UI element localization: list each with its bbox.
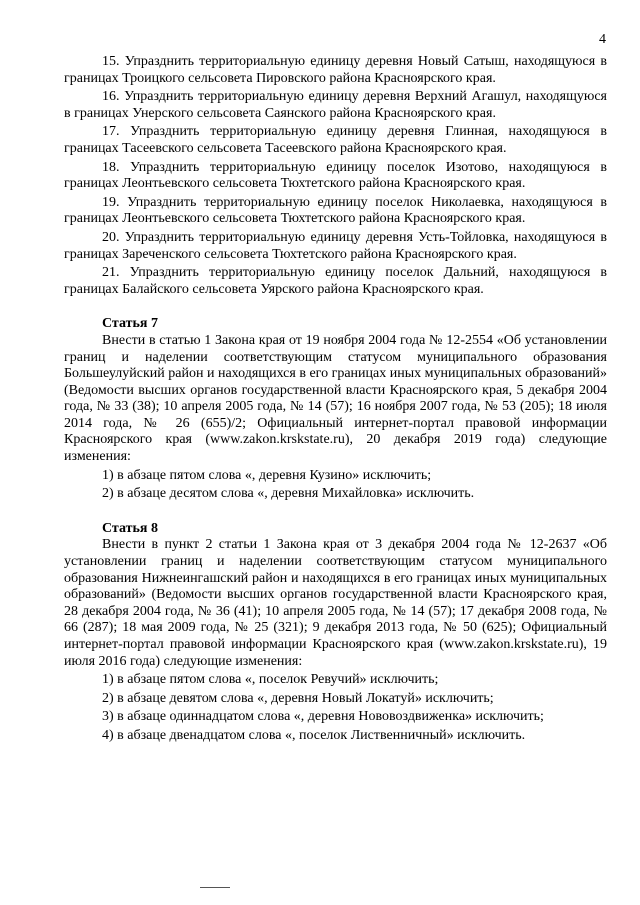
item-18: 18. Упразднить территориальную единицу поселок Изотово, находящуюся в границах Леонтьевского сельсовета Тюхтетского района Красноярского края.	[64, 159, 607, 192]
article-8	[64, 521, 607, 745]
item-19: 19. Упразднить территориальную единицу поселок Николаевка, находящуюся в границах Леонтьевского сельсовета Тюхтетского района Красноярского края.	[64, 194, 607, 227]
article-8-intro: Внести в пункт 2 статьи 1 Закона края от 3 декабря 2004 года № 12-2637 «Об установлении границ и наделении соответствующим статусом муниципального образования Нижнеингашский район и находящихся в его границах иных муниципальных образований» (Ведомости высших органов государственной власти Красноярского края, 28 декабря 2004 года, № 36 (41); 10 апреля 2005 года, № 14 (57); 17 декабря 2008 года, № 66 (287); 18 мая 2009 года, № 25 (321); 9 декабря 2013 года, № 50 (625); Официальный интернет-портал правовой информации Красноярского края (www.zakon.krskstate.ru), 19 июля 2016 года) следующие изменения:	[64, 537, 607, 669]
item-20: 20. Упразднить территориальную единицу деревня Усть-Тойловка, находящуюся в границах Зареченского сельсовета Тюхтетского района Красноярского края.	[64, 229, 607, 262]
article-7-title: Статья 7	[102, 316, 158, 332]
item-21: 21. Упразднить территориальную единицу поселок Дальний, находящуюся в границах Балайского сельсовета Уярского района Красноярского края.	[64, 265, 607, 297]
article-7-intro: Внести в статью 1 Закона края от 19 ноября 2004 года № 12-2554 «Об установлении границ и наделении соответствующим статусом муниципального образования Большеулуйский район и находящихся в его границах иных муниципальных образований» (Ведомости высших органов государственной власти Красноярского края, 5 декабря 2004 года, № 33 (38); 10 апреля 2005 года, № 14 (57); 16 ноября 2007 года, № 53 (205); 18 июля 2014 года, № 26 (655)/2; Официальный интернет-портал правовой информации Красноярского края (www.zakon.krskstate.ru), 20 декабря 2019 года) следующие изменения:	[64, 332, 607, 465]
article-7-change-1: 1) в абзаце пятом слова «, деревня Кузино» исключить;	[102, 467, 432, 483]
article-8-change-4: 4) в абзаце двенадцатом слова «, поселок Лиственничный» исключить.	[102, 727, 526, 743]
item-17: 17. Упразднить территориальную единицу деревня Глинная, находящуюся в границах Тасеевского сельсовета Тасеевского района Красноярского края.	[64, 124, 607, 156]
article-8-title: Статья 8	[102, 520, 158, 536]
article-8-change-3: 3) в абзаце одиннадцатом слова «, деревня Нововоздвиженка» исключить;	[102, 709, 544, 725]
article-8-change-2: 2) в абзаце девятом слова «, деревня Новый Локатуй» исключить;	[102, 690, 494, 706]
article-7	[64, 316, 607, 503]
document-body	[64, 54, 607, 747]
item-15: 15. Упразднить территориальную единицу деревня Новый Сатыш, находящуюся в границах Троицкого сельсовета Пировского района Красноярского края.	[64, 54, 607, 86]
footer-divider	[200, 887, 230, 888]
page-number: 4	[599, 32, 606, 47]
article-8-change-1: 1) в абзаце пятом слова «, поселок Ревучий» исключить;	[102, 672, 439, 688]
item-16: 16. Упразднить территориальную единицу деревня Верхний Агашул, находящуюся в границах Унерского сельсовета Саянского района Красноярского края.	[64, 89, 607, 121]
article-7-change-2: 2) в абзаце десятом слова «, деревня Михайловка» исключить.	[102, 486, 475, 502]
